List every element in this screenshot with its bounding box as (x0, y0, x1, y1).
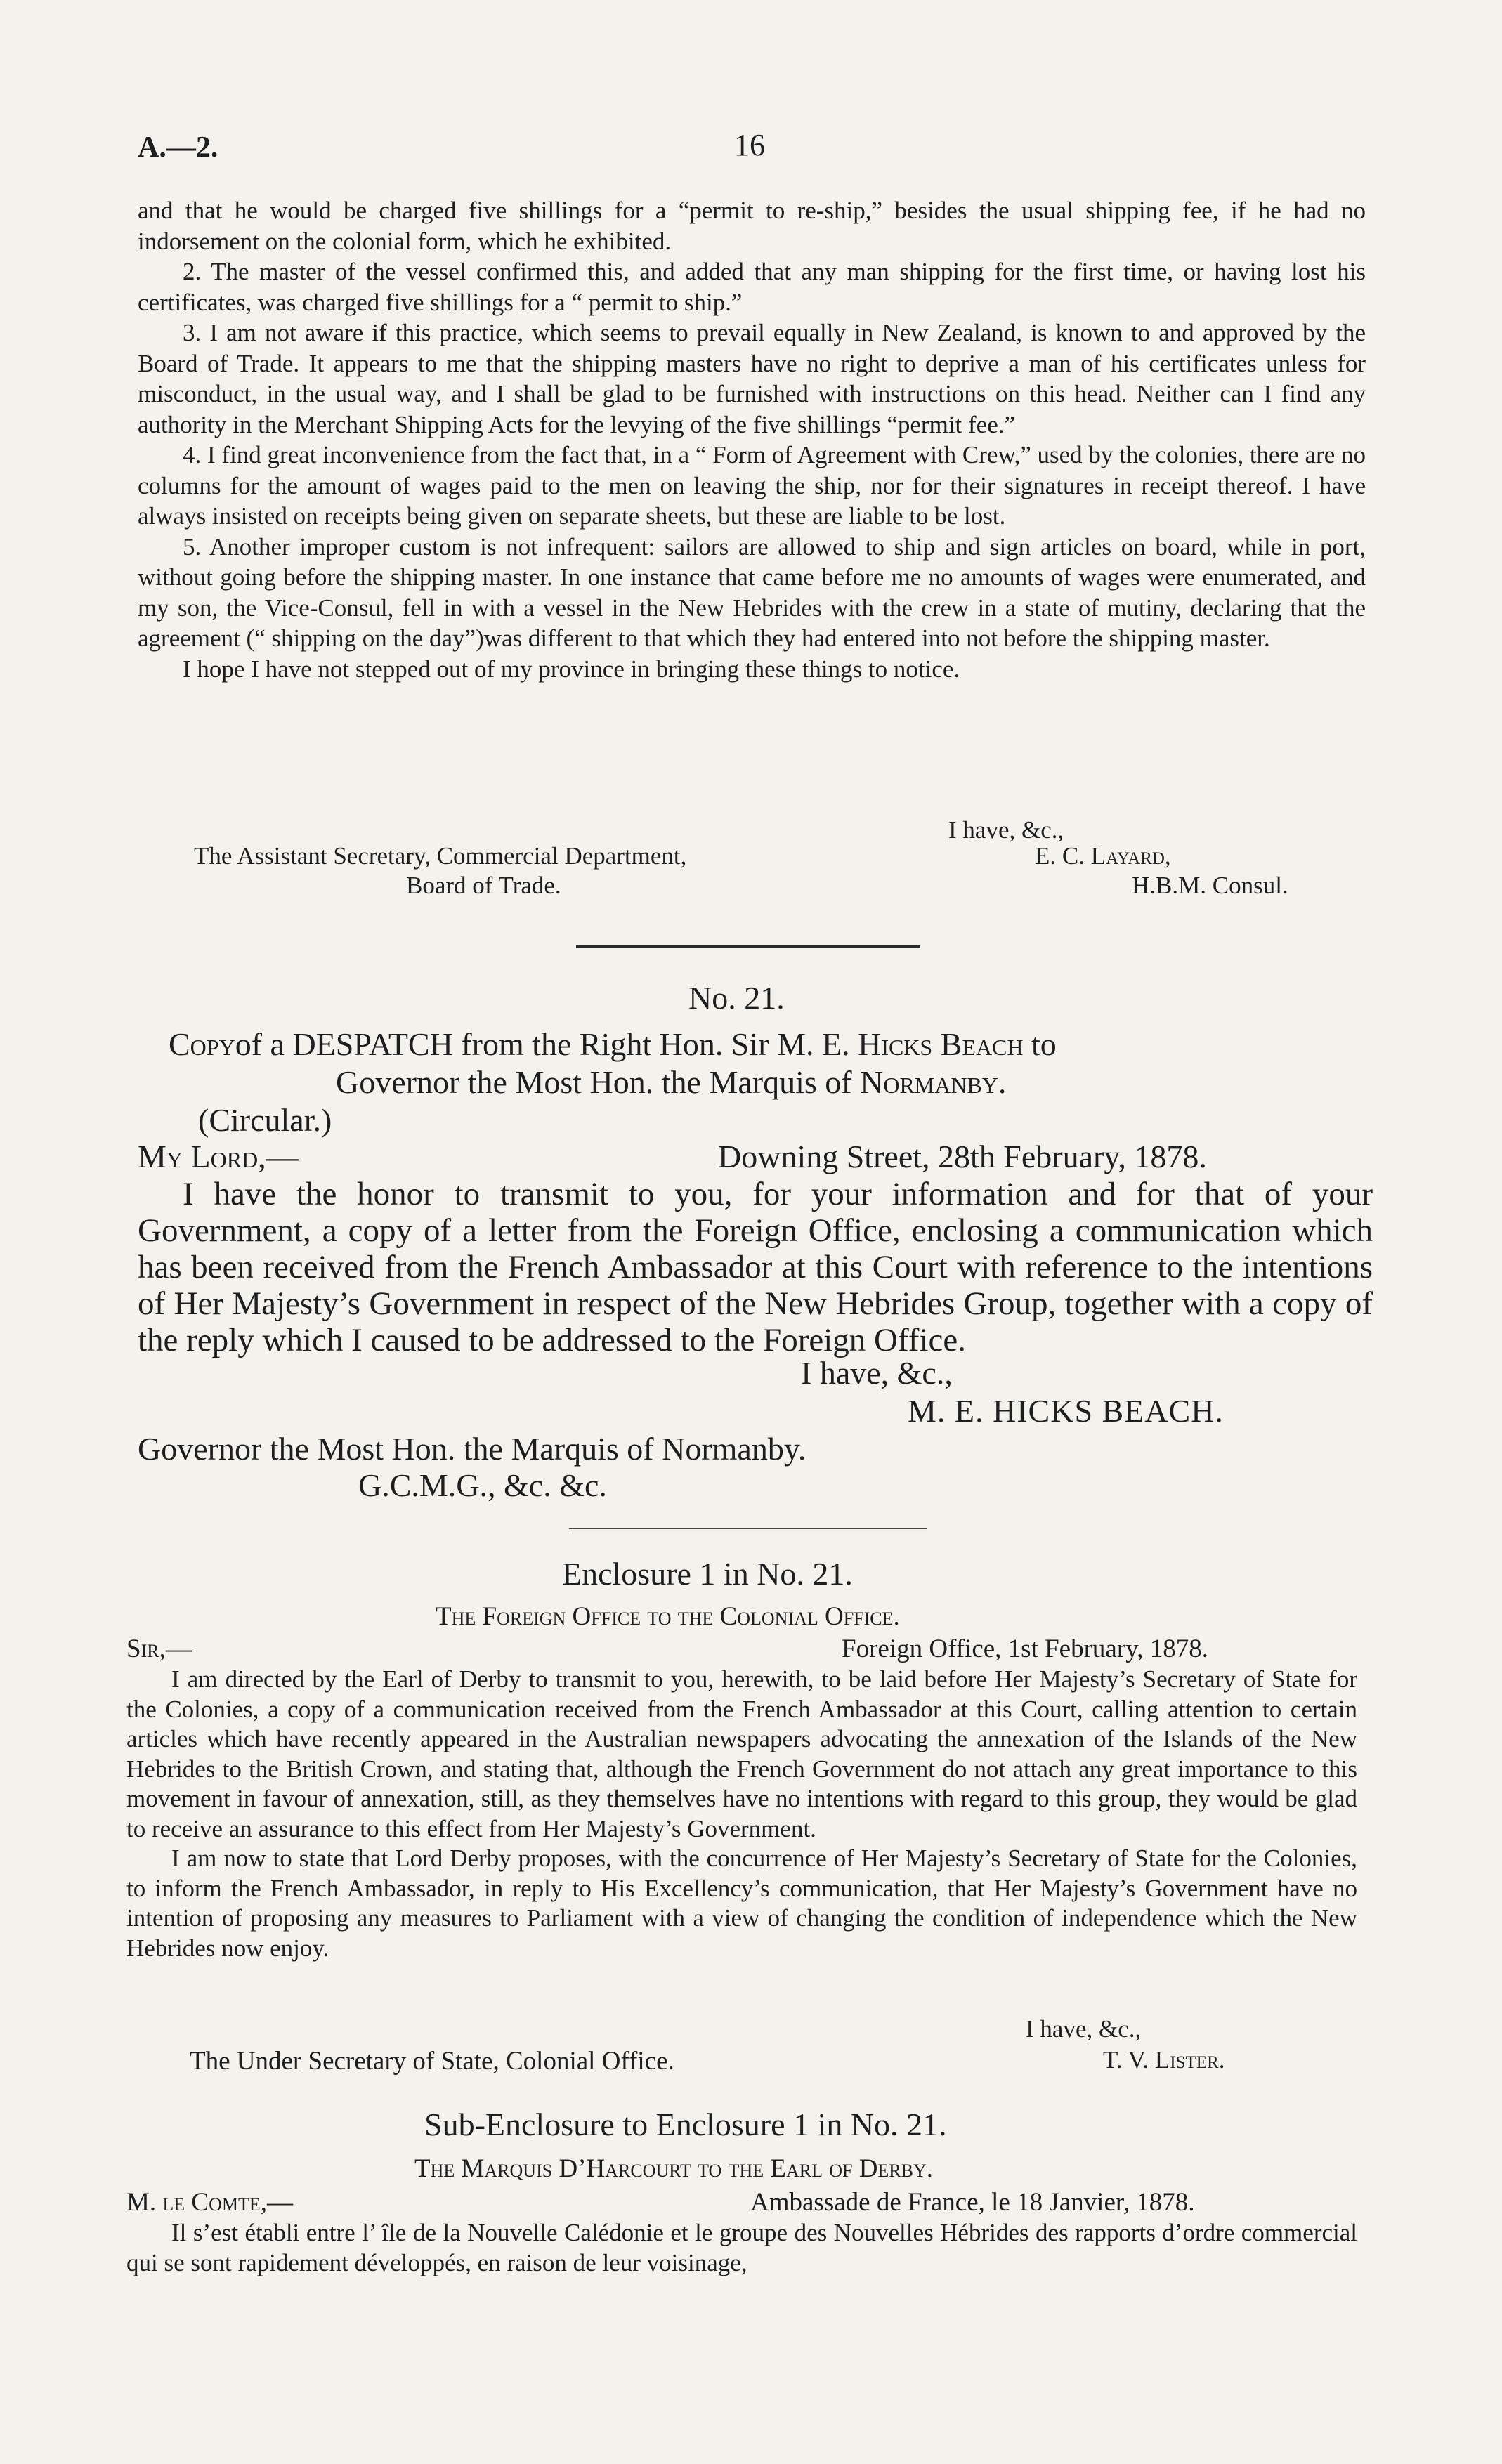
enclosure-subheading-text: The Foreign Office to the Colonial Office. (436, 1602, 900, 1631)
subenclosure-salutation: M. le Comte,— (126, 2188, 293, 2217)
despatch-place-date: Downing Street, 28th February, 1878. (718, 1139, 1207, 1174)
layard-letter-body (138, 195, 1366, 684)
enclosure-closing: I have, &c., (1026, 2015, 1142, 2043)
subenclosure-subheading-text: The Marquis D’Harcourt to the Earl of Derby. (414, 2154, 934, 2183)
despatch-closing: I have, &c., (801, 1355, 953, 1391)
despatch-addressee-line2: G.C.M.G., &c. &c. (358, 1467, 607, 1503)
layard-paragraph: 3. I am not aware if this practice, which seems to prevail equally in New Zealand, is known to and approved by the Board of Trade. It appears to me that the shipping masters have no right to deprive a man of his certificates unless for misconduct, in the usual way, and I shall be glad to be furnished with instructions on this head. Neither can I find any authority in the Merchant Shipping Acts for the levying of the five shillings “permit fee.” (138, 319, 1366, 438)
subenclosure-paragraph: Il s’est établi entre l’ île de la Nouvelle Calédonie et le groupe des Nouvelles Hébrides des rapports d’ordre commercial qui se sont rapidement développés, en raison de leur voisinage, (126, 2219, 1357, 2276)
section-divider (576, 945, 920, 948)
enclosure-heading: Enclosure 1 in No. 21. (562, 1556, 853, 1592)
enclosure-body (126, 1665, 1357, 1963)
layard-addressee-line2: Board of Trade. (406, 872, 561, 899)
enclosure-signature: T. V. Lister. (1103, 2046, 1225, 2073)
enclosure-paragraph: I am now to state that Lord Derby proposes, with the concurrence of Her Majesty’s Secretary of State for the Colonies, to inform the French Ambassador, in reply to His Excellency’s communication, that Her Majesty’s Government have no intention of proposing any measures to Parliament with a view of changing the condition of independence which the New Hebrides now enjoy. (126, 1844, 1357, 1962)
section-divider (569, 1528, 927, 1529)
page-number: 16 (734, 128, 765, 162)
despatch-body (138, 1176, 1373, 1358)
despatch-title-line2 (336, 1063, 1006, 1101)
despatch-title-governor: Governor the Most Hon. the Marquis of (336, 1064, 861, 1100)
despatch-paragraph: I have the honor to transmit to you, for your information and for that of your Government, a copy of a letter from the Foreign Office, enclosing a communication which has been received from the French Ambassador at this Court with reference to the intentions of Her Majesty’s Government in respect of the New Hebrides Group, together with a copy of the reply which I caused to be addressed to the Foreign Office. (138, 1176, 1373, 1358)
subenclosure-heading: Sub-Enclosure to Enclosure 1 in No. 21. (424, 2106, 947, 2142)
despatch-title-line1 (169, 1025, 1057, 1063)
layard-addressee-line1: The Assistant Secretary, Commercial Department, (194, 842, 687, 870)
layard-signature-title: H.B.M. Consul. (1132, 872, 1288, 899)
despatch-addressee-line1: Governor the Most Hon. the Marquis of Normanby. (138, 1431, 806, 1467)
layard-signature: E. C. Layard, (1035, 842, 1171, 870)
subenclosure-subheading (414, 2154, 933, 2184)
layard-closing: I have, &c., (948, 816, 1064, 844)
subenclosure-body (126, 2218, 1357, 2278)
enclosure-place-date: Foreign Office, 1st February, 1878. (842, 1634, 1209, 1663)
despatch-recipient: Normanby. (860, 1064, 1007, 1100)
layard-paragraph: 4. I find great inconvenience from the fact that, in a “ Form of Agreement with Crew,” used by the colonies, there are no columns for the amount of wages paid to the men on leaving the ship, nor for their signatures in receipt thereof. I have always insisted on receipts being given on separate sheets, but these are liable to be lost. (138, 441, 1366, 530)
enclosure-salutation: Sir,— (126, 1634, 192, 1663)
enclosure-paragraph: I am directed by the Earl of Derby to transmit to you, herewith, to be laid before Her Majesty’s Secretary of State for the Colonies, a copy of a communication received from the French Ambassador at this Court, calling attention to certain articles which have recently appeared in the Australian newspapers advocating the annexation of the Islands of the New Hebrides to the British Crown, and stating that, although the French Government do not attach any great importance to this movement in favour of annexation, still, as they themselves have no intentions with regard to this group, they would be glad to receive an assurance to this effect from Her Majesty’s Government. (126, 1665, 1357, 1842)
despatch-title-text: of a DESPATCH from the Right Hon. Sir M. E. (235, 1026, 858, 1062)
layard-paragraph: 2. The master of the vessel confirmed this, and added that any man shipping for the first time, or having lost his certificates, was charged five shillings for a “ permit to ship.” (138, 258, 1366, 316)
enclosure-subheading (436, 1601, 900, 1632)
enclosure-addressee: The Under Secretary of State, Colonial Office. (190, 2047, 674, 2076)
layard-paragraph: 5. Another improper custom is not infrequent: sailors are allowed to ship and sign articles on board, while in port, without going before the shipping master. In one instance that came before me no amounts of wages were enumerated, and my son, the Vice-Consul, fell in with a vessel in the New Hebrides with the crew in a state of mutiny, declaring that the agreement (“ shipping on the day”)was different to that which they had entered into not before the shipping master. (138, 532, 1366, 652)
header-reference: A.—2. (138, 131, 218, 164)
layard-paragraph: and that he would be charged five shillings for a “permit to re-ship,” besides the usual shipping fee, if he had no indorsement on the colonial form, which he exhibited. (138, 197, 1366, 255)
despatch-number: No. 21. (688, 980, 785, 1016)
despatch-salutation: My Lord,— (138, 1139, 299, 1174)
layard-paragraph: I hope I have not stepped out of my province in bringing these things to notice. (183, 655, 960, 683)
despatch-title-to: to (1023, 1026, 1057, 1062)
despatch-sender: Hicks Beach (858, 1026, 1024, 1062)
subenclosure-place-date: Ambassade de France, le 18 Janvier, 1878. (750, 2188, 1195, 2217)
despatch-title-copy: Copy (169, 1026, 235, 1062)
despatch-circular: (Circular.) (198, 1102, 332, 1138)
despatch-signature: M. E. HICKS BEACH. (908, 1393, 1224, 1429)
